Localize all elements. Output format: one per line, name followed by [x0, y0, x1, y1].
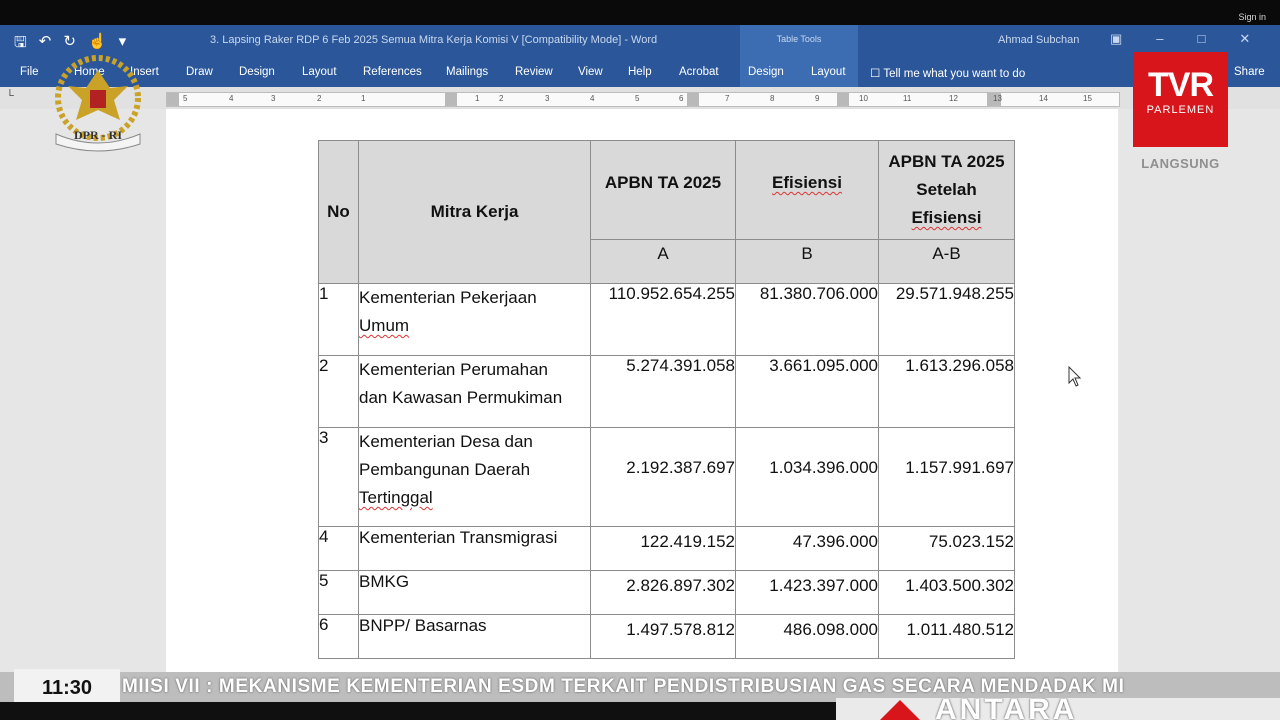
row-mitra: [359, 571, 591, 615]
ruler-column-marker: [837, 93, 849, 106]
budget-efficiency-table[interactable]: [318, 140, 1015, 659]
header-efisiensi: [736, 141, 879, 240]
row-mitra: [359, 527, 591, 571]
save-icon[interactable]: 🖫: [14, 34, 27, 51]
tab-references[interactable]: References: [363, 66, 422, 78]
horizontal-ruler[interactable]: [166, 92, 1120, 107]
row-efisiensi: 81.380.706.000: [736, 284, 879, 356]
ruler-tick: 1: [475, 94, 480, 103]
tab-insert[interactable]: Insert: [130, 66, 159, 78]
redo-icon[interactable]: ↻: [63, 33, 76, 50]
row-efisiensi: 1.034.396.000: [736, 428, 879, 527]
header-setelah: [879, 141, 1015, 240]
ruler-tick: 11: [903, 94, 912, 103]
ruler-column-marker: [687, 93, 699, 106]
table-row: [319, 428, 1015, 527]
tab-table-layout[interactable]: Layout: [811, 66, 846, 78]
ruler-tick: 15: [1083, 94, 1092, 103]
table-row: [319, 527, 1015, 571]
antara-logo-mark-icon: [880, 696, 920, 720]
tab-file[interactable]: File: [20, 66, 39, 78]
row-efisiensi: 47.396.000: [736, 527, 879, 571]
mitra-line: Tertinggal: [359, 488, 433, 507]
ruler-margin-left: [167, 93, 179, 106]
row-mitra: [359, 615, 591, 659]
tab-table-design[interactable]: Design: [748, 66, 784, 78]
tab-acrobat[interactable]: Acrobat: [679, 66, 719, 78]
minimize-icon[interactable]: –: [1156, 31, 1164, 46]
ruler-bar: [0, 87, 1280, 110]
table-row: [319, 615, 1015, 659]
mitra-line: BMKG: [359, 572, 410, 591]
tvr-parlemen-logo: [1133, 52, 1228, 147]
row-no: 5: [319, 571, 359, 615]
row-efisiensi: 1.423.397.000: [736, 571, 879, 615]
row-efisiensi: 486.098.000: [736, 615, 879, 659]
broadcast-clock: 11:30: [14, 669, 120, 707]
sign-in-link[interactable]: Sign in: [1238, 12, 1266, 22]
dpr-logo-text: DPR - RI: [74, 128, 122, 142]
mitra-line: dan Kawasan Permukiman: [359, 388, 563, 407]
ruler-tick: 4: [590, 94, 595, 103]
row-no: 6: [319, 615, 359, 659]
mitra-line: Pembangunan Daerah: [359, 460, 531, 479]
ruler-tick: 14: [1039, 94, 1048, 103]
parlemen-logo-text: PARLEMEN: [1146, 104, 1215, 116]
ticker-text: MIISI VII : MEKANISME KEMENTERIAN ESDM TERKAIT PENDISTRIBUSIAN GAS SECARA MENDADAK MI: [122, 676, 1125, 697]
mouse-pointer-icon: [1068, 366, 1082, 388]
subheader-a: A: [591, 240, 736, 284]
ruler-tick: 6: [679, 94, 684, 103]
row-setelah: 1.613.296.058: [879, 356, 1015, 428]
document-title: 3. Lapsing Raker RDP 6 Feb 2025 Semua Mitra Kerja Komisi V [Compatibility Mode] - Word: [210, 34, 658, 46]
row-setelah: 1.403.500.302: [879, 571, 1015, 615]
row-mitra: [359, 428, 591, 527]
mitra-line: Kementerian Perumahan: [359, 360, 549, 379]
row-setelah: 29.571.948.255: [879, 284, 1015, 356]
lightbulb-icon: ☐: [870, 68, 881, 80]
row-apbn: 122.419.152: [591, 527, 736, 571]
header-setelah-line2: Setelah: [916, 180, 977, 199]
undo-icon[interactable]: ↶: [38, 33, 52, 50]
ruler-tick: 12: [949, 94, 958, 103]
ribbon-tabs: [0, 57, 1280, 87]
row-efisiensi: 3.661.095.000: [736, 356, 879, 428]
tvr-logo-text: TVR: [1148, 66, 1213, 104]
word-title-bar: [0, 25, 1280, 57]
window-controls: [1110, 31, 1250, 47]
header-setelah-line1: APBN TA 2025: [888, 152, 1005, 171]
ruler-tick: 9: [815, 94, 820, 103]
mitra-line: Kementerian Desa dan: [359, 432, 533, 451]
ruler-tick: 2: [317, 94, 322, 103]
tell-me-search[interactable]: [870, 66, 1025, 80]
subheader-b: B: [736, 240, 879, 284]
row-no: 2: [319, 356, 359, 428]
row-mitra: [359, 356, 591, 428]
ruler-tick: 5: [183, 94, 188, 103]
ruler-tick: 4: [229, 94, 234, 103]
ruler-tick: 1: [361, 94, 366, 103]
ruler-tick: 13: [993, 94, 1002, 103]
table-tools-group: [740, 25, 858, 87]
row-setelah: 1.157.991.697: [879, 428, 1015, 527]
row-setelah: 1.011.480.512: [879, 615, 1015, 659]
tab-view[interactable]: View: [578, 66, 603, 78]
live-label: LANGSUNG: [1141, 156, 1220, 171]
ruler-tick: 3: [271, 94, 276, 103]
close-icon[interactable]: ✕: [1239, 31, 1251, 46]
header-mitra-kerja: [359, 141, 591, 284]
mitra-line: Kementerian Pekerjaan: [359, 288, 537, 307]
row-no: 1: [319, 284, 359, 356]
tab-home[interactable]: Home: [74, 66, 105, 78]
mitra-line: Umum: [359, 316, 410, 335]
broadcast-top-strip: [0, 0, 1280, 25]
row-apbn: 1.497.578.812: [591, 615, 736, 659]
row-apbn: 110.952.654.255: [591, 284, 736, 356]
ruler-tick: 8: [770, 94, 775, 103]
table-row: [319, 284, 1015, 356]
header-setelah-line3: Efisiensi: [911, 208, 982, 227]
tab-review[interactable]: Review: [515, 66, 553, 78]
tab-layout[interactable]: Layout: [302, 66, 337, 78]
user-name[interactable]: Ahmad Subchan: [998, 34, 1080, 46]
ruler-tick: 10: [859, 94, 868, 103]
header-apbn: APBN TA 2025: [591, 141, 736, 240]
mitra-line: BNPP/ Basarnas: [359, 616, 487, 635]
share-button[interactable]: Share: [1234, 66, 1265, 78]
row-apbn: 5.274.391.058: [591, 356, 736, 428]
row-setelah: 75.023.152: [879, 527, 1015, 571]
ruler-tick: 2: [499, 94, 504, 103]
antara-watermark: ANTARA: [935, 698, 1078, 720]
ruler-tick: 5: [635, 94, 640, 103]
row-apbn: 2.826.897.302: [591, 571, 736, 615]
mitra-line: Kementerian Transmigrasi: [359, 528, 558, 547]
maximize-icon[interactable]: □: [1197, 31, 1206, 46]
header-mitra-text: Mitra Kerja: [430, 202, 519, 221]
row-no: 4: [319, 527, 359, 571]
table-row: [319, 356, 1015, 428]
ruler-tick: 3: [545, 94, 550, 103]
ruler-column-marker: [445, 93, 457, 106]
customize-qat-icon[interactable]: ▾: [118, 33, 127, 50]
table-row: [319, 571, 1015, 615]
table-tools-label: Table Tools: [776, 34, 822, 44]
tell-me-text: Tell me what you want to do: [883, 68, 1026, 80]
subheader-a-b: A-B: [879, 240, 1015, 284]
row-apbn: 2.192.387.697: [591, 428, 736, 527]
row-no: 3: [319, 428, 359, 527]
ribbon-display-icon[interactable]: ▣: [1110, 31, 1123, 46]
tab-draw[interactable]: Draw: [186, 66, 213, 78]
ruler-tick: 7: [725, 94, 730, 103]
row-mitra: [359, 284, 591, 356]
touch-mode-icon[interactable]: ☝: [87, 33, 107, 50]
tab-selector-icon[interactable]: └: [6, 90, 14, 102]
tab-design[interactable]: Design: [239, 66, 275, 78]
header-no: No: [319, 141, 359, 284]
tab-help[interactable]: Help: [628, 66, 652, 78]
dpr-ri-logo: [44, 48, 152, 158]
tab-mailings[interactable]: Mailings: [446, 66, 489, 78]
header-efisiensi-text: Efisiensi: [772, 173, 842, 192]
